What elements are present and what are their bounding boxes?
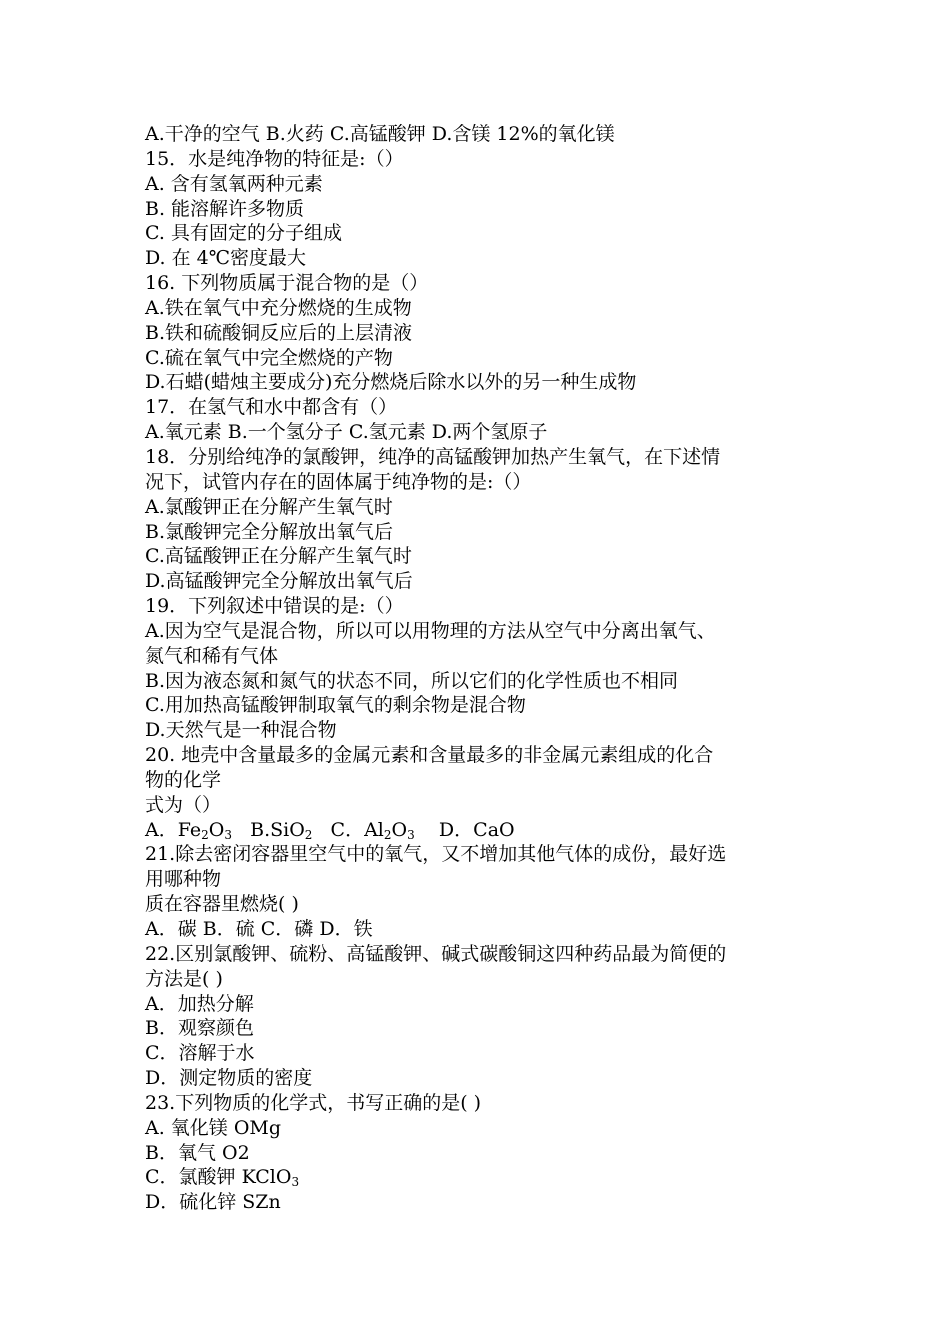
text-line: 方法是( ) — [145, 967, 223, 990]
text-line: A. 氧化镁 OMg — [145, 1116, 282, 1139]
question-19-stem: 19．下列叙述中错误的是:（） — [145, 595, 404, 618]
question-17-stem: 17．在氢气和水中都含有（） — [145, 396, 398, 419]
subscript: 3 — [224, 827, 232, 842]
formula-options-line — [145, 818, 810, 843]
text-line: D.天然气是一种混合物 — [145, 719, 337, 742]
question-16-stem: 16. 下列物质属于混合物的是（） — [145, 272, 429, 295]
option-a-label: A．Fe — [145, 818, 202, 841]
question-text-block — [145, 122, 810, 1215]
text-line: D.高锰酸钾完全分解放出氧气后 — [145, 570, 413, 593]
subscript: 2 — [304, 827, 313, 842]
text-line: 质在容器里燃烧( ) — [145, 893, 299, 916]
text-line: C.高锰酸钾正在分解产生氧气时 — [145, 545, 412, 568]
text-line: D．测定物质的密度 — [145, 1067, 313, 1090]
question-20-stem: 20. 地壳中含量最多的金属元素和含量最多的非金属元素组成的化合 — [145, 744, 714, 767]
text-line: A.干净的空气 B.火药 C.高锰酸钾 D.含镁 12%的氧化镁 — [145, 123, 615, 145]
text-line: 用哪种物 — [145, 868, 222, 891]
text-line: C．溶解于水 — [145, 1042, 255, 1065]
text-line: A.因为空气是混合物，所以可以用物理的方法从空气中分离出氧气、 — [145, 619, 716, 642]
text-line: A.氧元素 B.一个氢分子 C.氢元素 D.两个氢原子 — [145, 421, 548, 444]
option-a-mid: O — [208, 818, 225, 841]
option-b-label: B.SiO — [250, 818, 305, 841]
text-line: 况下，试管内存在的固体属于纯净物的是:（） — [145, 470, 532, 493]
text-line: C.用加热高锰酸钾制取氧气的剩余物是混合物 — [145, 694, 526, 717]
question-15-stem: 15．水是纯净物的特征是:（） — [145, 147, 404, 170]
option-c-label: C．Al — [330, 818, 384, 841]
text-line: D. 在 4℃密度最大 — [145, 247, 307, 270]
text-line: C.硫在氧气中完全燃烧的产物 — [145, 346, 393, 369]
question-21-stem: 21.除去密闭容器里空气中的氧气，又不增加其他气体的成份，最好选 — [145, 843, 727, 866]
text-line: 式为（） — [145, 793, 222, 816]
text-line: A．加热分解 — [145, 992, 254, 1015]
subscript: 3 — [407, 827, 415, 842]
text-line: 物的化学 — [145, 768, 222, 791]
text-line: A.铁在氧气中充分燃烧的生成物 — [145, 296, 412, 319]
text-line: C. 具有固定的分子组成 — [145, 222, 342, 245]
text-line: B.铁和硫酸铜反应后的上层清液 — [145, 321, 413, 344]
question-23-stem: 23.下列物质的化学式，书写正确的是( ) — [145, 1091, 482, 1114]
subscript: 2 — [383, 827, 392, 842]
text-line: 氮气和稀有气体 — [145, 644, 279, 667]
text-line: B．观察颜色 — [145, 1017, 254, 1040]
question-22-stem: 22.区别氯酸钾、硫粉、高锰酸钾、碱式碳酸铜这四种药品最为简便的 — [145, 942, 727, 965]
text-line: B. 能溶解许多物质 — [145, 197, 305, 220]
question-18-stem: 18．分别给纯净的氯酸钾，纯净的高锰酸钾加热产生氧气，在下述情 — [145, 445, 721, 468]
option-d-label: D．CaO — [438, 818, 515, 841]
text-line: B.氯酸钾完全分解放出氧气后 — [145, 520, 394, 543]
text-line: A.氯酸钾正在分解产生氧气时 — [145, 495, 393, 518]
kclo3-option-line — [145, 1165, 810, 1190]
option-c-mid: O — [391, 818, 408, 841]
text-line: B.因为液态氮和氮气的状态不同，所以它们的化学性质也不相同 — [145, 669, 679, 692]
text-line: D．硫化锌 SZn — [145, 1191, 281, 1214]
subscript: 3 — [291, 1175, 300, 1190]
text-line: A. 含有氢氧两种元素 — [145, 172, 323, 195]
option-c-text: C．氯酸钾 KClO — [145, 1166, 292, 1189]
text-line: A．碳 B．硫 C．磷 D．铁 — [145, 918, 373, 940]
text-line: D.石蜡(蜡烛主要成分)充分燃烧后除水以外的另一种生成物 — [145, 371, 637, 394]
subscript: 2 — [201, 827, 209, 842]
text-line: B．氧气 O2 — [145, 1141, 250, 1164]
